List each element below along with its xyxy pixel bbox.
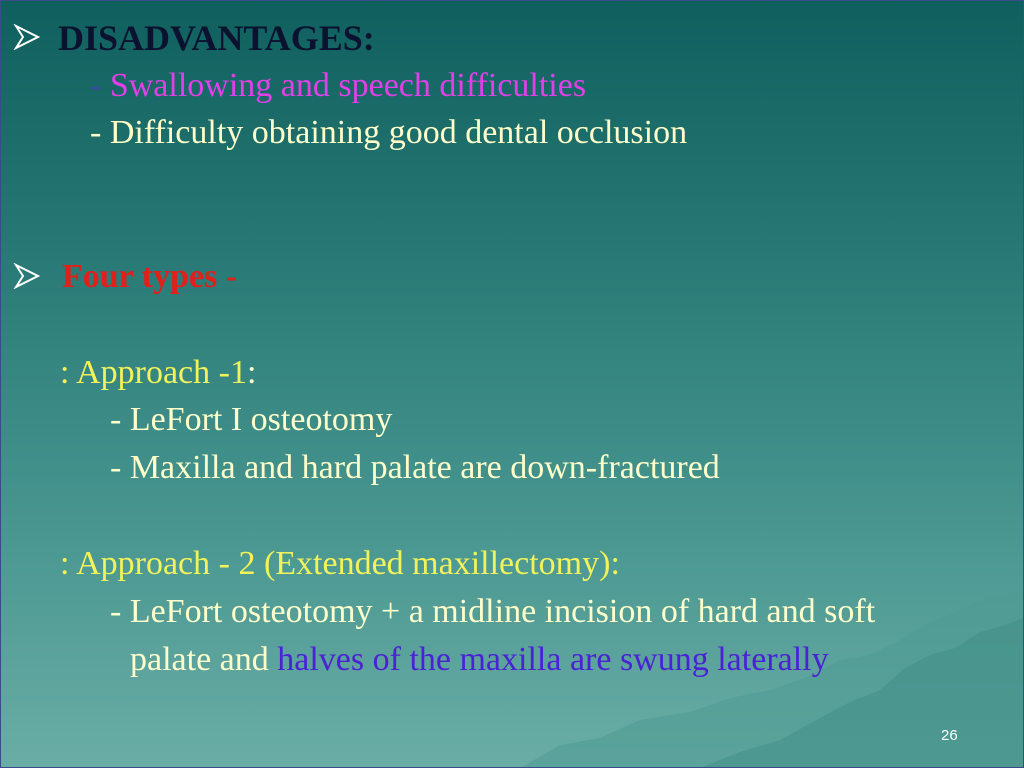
approach-1-suffix: : (246, 354, 257, 391)
disadvantages-heading: DISADVANTAGES: (58, 18, 375, 58)
disadvantage-item-1-text: Swallowing and speech difficulties (109, 67, 587, 104)
arrowhead-bullet-icon (12, 24, 42, 50)
approach-1-label (60, 356, 256, 390)
disadvantage-item-1-dash: - (90, 67, 102, 104)
approach-2-line-2-highlight: halves of the maxilla are swung laterally (277, 641, 829, 678)
page-number: 26 (941, 727, 958, 744)
four-types-heading: Four types - (62, 258, 238, 295)
disadvantage-item-1 (90, 69, 586, 103)
approach-1-line-2: - Maxilla and hard palate are down-fractured (110, 449, 720, 486)
approach-2-label: : Approach - 2 (Extended maxillectomy): (60, 545, 620, 582)
approach-2-line-2-plain: palate and (130, 641, 278, 678)
bullet-four-types (12, 263, 42, 293)
bullet-disadvantages (12, 24, 42, 54)
approach-2-line-1: - LeFort osteotomy + a midline incision of hard and soft (110, 593, 876, 630)
disadvantage-item-2: - Difficulty obtaining good dental occlusion (90, 114, 688, 151)
arrowhead-bullet-icon (12, 263, 42, 289)
approach-2-line-2 (130, 643, 829, 677)
approach-1-prefix: : Approach - (60, 354, 230, 391)
approach-1-number: 1 (229, 354, 247, 391)
approach-1-line-1: - LeFort I osteotomy (110, 401, 393, 438)
